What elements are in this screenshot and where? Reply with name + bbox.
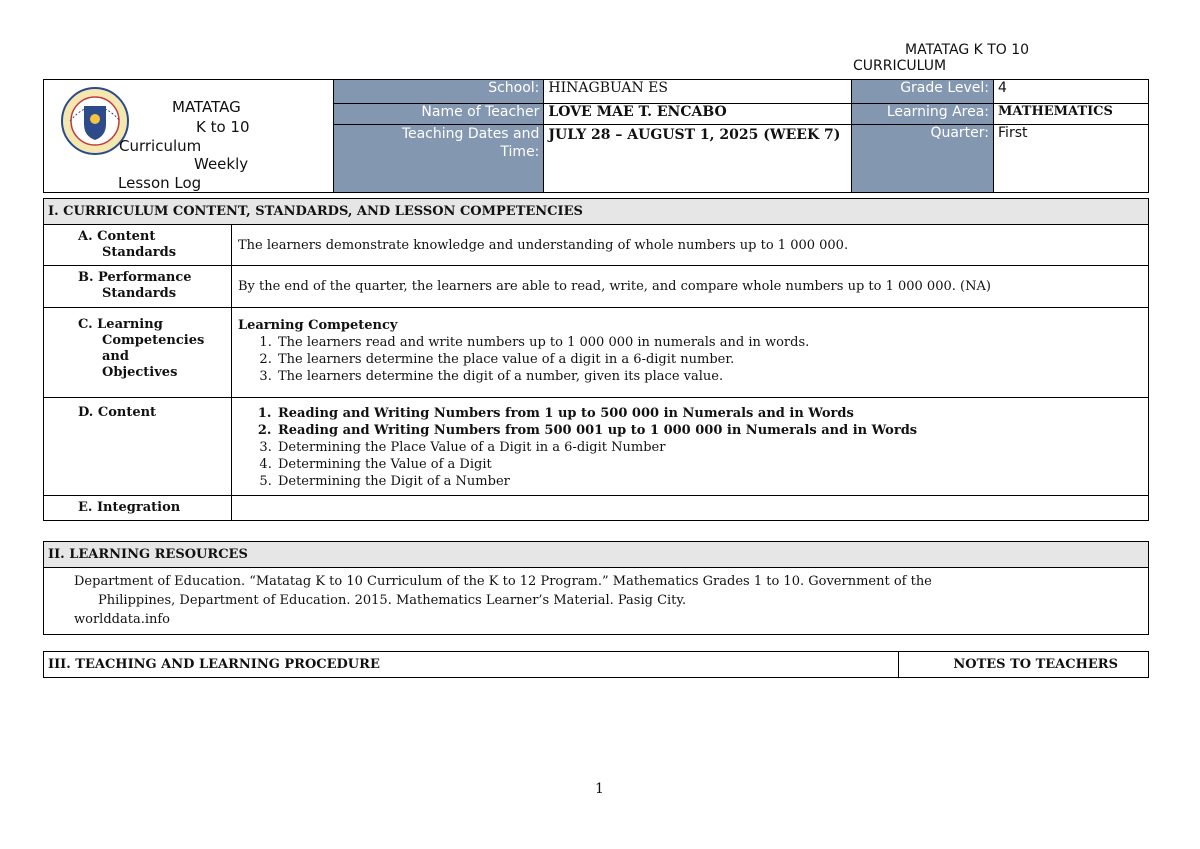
content-label: D. Content: [44, 398, 232, 496]
competencies-label: [44, 308, 232, 398]
teacher-label: Name of Teacher: [333, 104, 544, 125]
title-line2: K to 10: [196, 118, 250, 136]
header-table: [43, 79, 1149, 193]
resource-line1: Department of Education. “Matatag K to 10 Curriculum of the K to 12 Program.” Mathematics Grades 1 to 10. Government of the: [74, 574, 932, 589]
competency-list: [238, 334, 1142, 385]
corner-header-line1: MATATAG K TO 10: [905, 42, 1030, 58]
dates-label: [333, 125, 544, 193]
section-resources: [43, 541, 1149, 635]
list-item: 1. Reading and Writing Numbers from 1 up to 500 000 in Numerals and in Words: [276, 405, 1142, 422]
list-item: 5. Determining the Digit of a Number: [276, 473, 1142, 490]
school-label: School:: [333, 80, 544, 104]
area-value: MATHEMATICS: [994, 104, 1149, 125]
performance-standards-text: By the end of the quarter, the learners are able to read, write, and compare whole numbers up to 1 000 000. (NA): [231, 266, 1148, 308]
competencies-label-line2: Competencies: [102, 333, 205, 348]
section1-title: I. CURRICULUM CONTENT, STANDARDS, AND LESSON COMPETENCIES: [44, 199, 1149, 225]
content-standards-label-line1: A. Content: [78, 229, 156, 244]
section-procedure: [43, 651, 1149, 678]
resources-cell: [44, 568, 1149, 635]
competencies-label-line1: C. Learning: [78, 317, 163, 332]
resource-line3: worlddata.info: [74, 612, 170, 627]
performance-label-line1: B. Performance: [78, 270, 192, 285]
quarter-value: First: [994, 125, 1149, 193]
content-cell: [231, 398, 1148, 496]
corner-header-line2: CURRICULUM: [853, 58, 947, 74]
grade-value: 4: [994, 80, 1149, 104]
performance-standards-label: [44, 266, 232, 308]
competencies-cell: [231, 308, 1148, 398]
notes-title: NOTES TO TEACHERS: [899, 652, 1149, 678]
teacher-value: LOVE MAE T. ENCABO: [544, 104, 852, 125]
content-standards-text: The learners demonstrate knowledge and understanding of whole numbers up to 1 000 000.: [231, 225, 1148, 266]
list-item: 4. Determining the Value of a Digit: [276, 456, 1142, 473]
competencies-label-line3: and: [102, 349, 129, 364]
quarter-label: Quarter:: [852, 125, 994, 193]
title-line4: Weekly: [194, 155, 249, 173]
list-item: 2. Reading and Writing Numbers from 500 001 up to 1 000 000 in Numerals and in Words: [276, 422, 1142, 439]
content-list: [238, 405, 1142, 490]
performance-label-line2: Standards: [102, 286, 177, 301]
grade-label: Grade Level:: [852, 80, 994, 104]
resource-line2: Philippines, Department of Education. 2015. Mathematics Learner’s Material. Pasig City.: [98, 593, 687, 608]
section2-title: II. LEARNING RESOURCES: [44, 542, 1149, 568]
list-item: 2. The learners determine the place value of a digit in a 6-digit number.: [276, 351, 1142, 368]
list-item: 1. The learners read and write numbers up to 1 000 000 in numerals and in words.: [276, 334, 1142, 351]
dates-value: JULY 28 – AUGUST 1, 2025 (WEEK 7): [544, 125, 852, 193]
dates-label-line2: Time:: [500, 144, 540, 160]
content-standards-label: [44, 225, 232, 266]
list-item: 3. The learners determine the digit of a number, given its place value.: [276, 368, 1142, 385]
page-number: 1: [595, 781, 604, 797]
competencies-label-line4: Objectives: [102, 365, 178, 380]
area-label: Learning Area:: [852, 104, 994, 125]
dates-label-line1: Teaching Dates and: [401, 126, 540, 142]
competency-heading: Learning Competency: [237, 318, 398, 333]
content-standards-label-line2: Standards: [102, 245, 177, 260]
section3-title: III. TEACHING AND LEARNING PROCEDURE: [44, 652, 899, 678]
title-block: [44, 80, 334, 193]
school-value: HINAGBUAN ES: [544, 80, 852, 104]
integration-label: E. Integration: [44, 496, 232, 521]
title-line1: MATATAG: [172, 98, 241, 116]
section-curriculum: [43, 198, 1149, 521]
title-line3: Curriculum: [119, 137, 202, 155]
corner-header: [853, 42, 1105, 74]
title-line5: Lesson Log: [118, 174, 202, 192]
list-item: 3. Determining the Place Value of a Digit in a 6-digit Number: [276, 439, 1142, 456]
integration-value: [231, 496, 1148, 521]
